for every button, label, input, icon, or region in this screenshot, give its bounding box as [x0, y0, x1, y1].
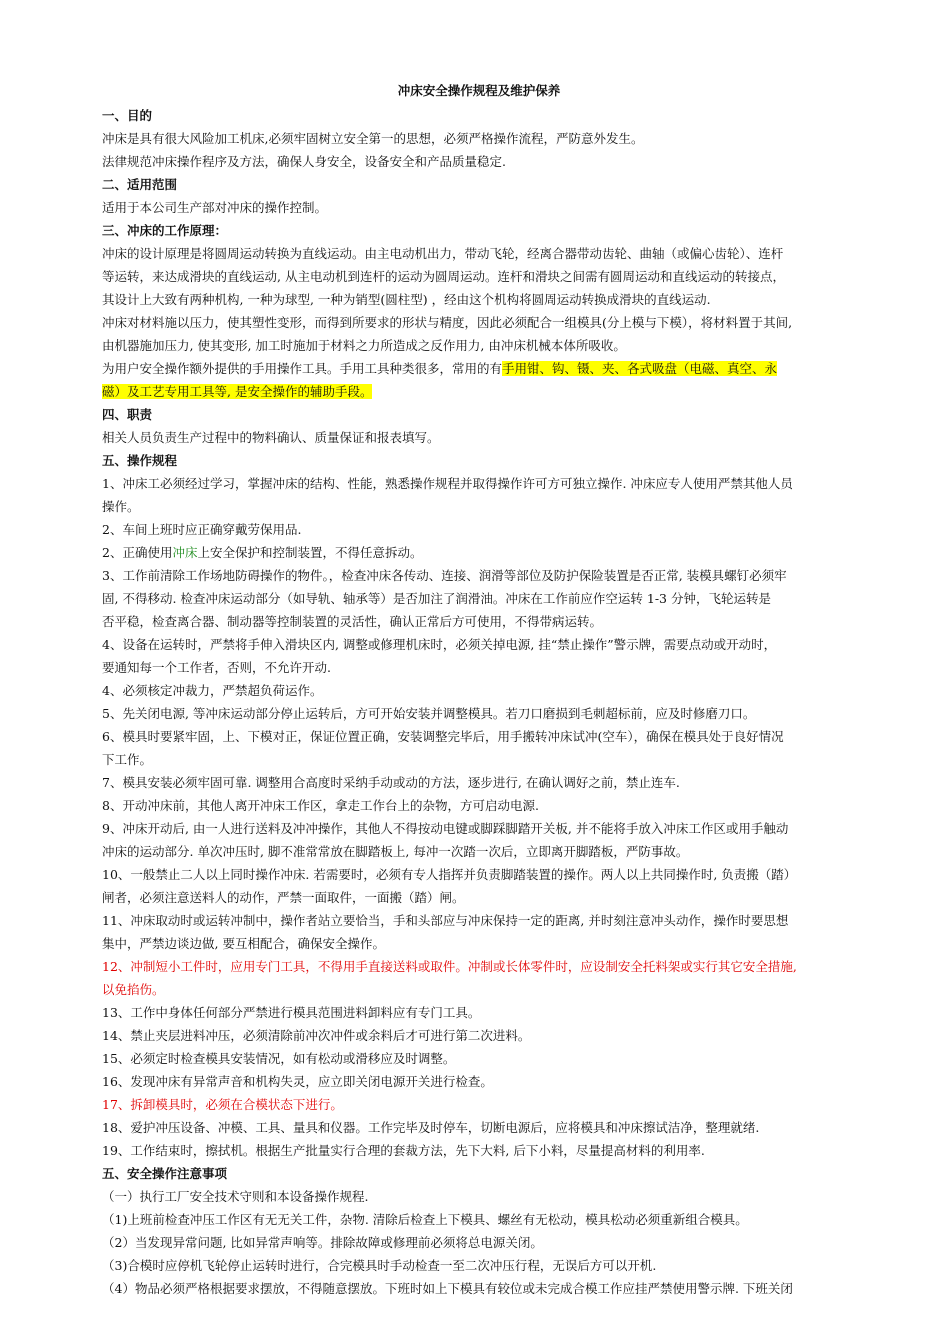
- text: 16、发现冲床有异常声音和机构失灵，应立即关闭电源开关进行检查。: [102, 1074, 493, 1089]
- text: 为用户安全操作额外提供的手用操作工具。手用工具种类很多，常用的有: [102, 361, 503, 376]
- heading-principle: 三、冲床的工作原理：: [102, 223, 228, 238]
- text: 操作。: [102, 499, 140, 514]
- text: 以免掐伤。: [102, 982, 165, 997]
- text: 2、车间上班时应正确穿戴劳保用品.: [102, 522, 302, 537]
- document-title: 冲床安全操作规程及维护保养: [397, 83, 561, 98]
- text: 12、冲制短小工件时，应用专门工具，不得用手直接送料或取件。冲制或长体零件时，应设制安全托料架或实行其它安全措施,: [102, 959, 797, 974]
- text: 10、一般禁止二人以上同时操作冲床. 若需要时，必须有专人指挥并负责脚踏装置的操作。两人以上共同操作时, 负责搬（踏）: [102, 867, 797, 882]
- note-item: （一）执行工厂安全技术守则和本设备操作规程.: [102, 1189, 369, 1204]
- paragraph-line: 等运转，来达成滑块的直线运动, 从主电动机到连杆的运动为圆周运动。连杆和滑块之间需有圆周运动和直线运动的转接点，: [102, 269, 785, 284]
- text: 否平稳，检查离合器、制动器等控制装置的灵活性，确认正常后方可使用，不得带病运转。: [102, 614, 603, 629]
- highlighted-text: 磁）及工艺专用工具等, 是安全操作的辅助手段。: [102, 384, 373, 399]
- text: 15、必须定时检查模具安装情况，如有松动或滑移应及时调整。: [102, 1051, 456, 1066]
- list-item: [102, 472, 862, 518]
- text: 固, 不得移动. 检查冲床运动部分（如导轨、轴承等）是否加注了润滑油。冲床在工作前应作空运转 1-3 分钟，飞轮运转是: [102, 591, 771, 606]
- paragraph: 相关人员负责生产过程中的物料确认、质量保证和报表填写。: [102, 430, 440, 445]
- list-item: [102, 1024, 862, 1047]
- text: 4、设备在运转时，严禁将手伸入滑块区内, 调整或修理机床时，必须关掉电源, 挂“禁止操作”警示牌，需要点动或开动时，: [102, 637, 777, 652]
- text: 9、冲床开动后, 由一人进行送料及冲冲操作，其他人不得按动电键或脚踩脚踏开关板, 并不能将手放入冲床工作区或用手触动: [102, 821, 789, 836]
- heading-safety-notes: 五、安全操作注意事项: [102, 1166, 228, 1181]
- heading-scope: 二、适用范围: [102, 177, 178, 192]
- paragraph: 冲床是具有很大风险加工机床,必须牢固树立安全第一的思想，必须严格操作流程，严防意外发生。: [102, 131, 644, 146]
- document-page: [102, 78, 862, 1300]
- text: 8、开动冲床前，其他人离开冲床工作区，拿走工作台上的杂物，方可启动电源.: [102, 798, 539, 813]
- text: 14、禁止夹层进料冲压，必须清除前冲次冲件或余料后才可进行第二次进料。: [102, 1028, 531, 1043]
- heading-procedures: 五、操作规程: [102, 453, 178, 468]
- text: 6、模具时要紧牢固，上、下模对正，保证位置正确，安装调整完毕后，用手搬转冲床试冲(空车），确保在模具处于良好情况: [102, 729, 784, 744]
- text: 要通知每一个工作者，否则，不允许开动.: [102, 660, 331, 675]
- paragraph: 法律规范冲床操作程序及方法，确保人身安全，设备安全和产品质量稳定.: [102, 154, 506, 169]
- text: 2、正确使用: [102, 545, 173, 560]
- paragraph: 适用于本公司生产部对冲床的操作控制。: [102, 200, 328, 215]
- paragraph-line: 冲床对材料施以压力，使其塑性变形，而得到所要求的形状与精度，因此必须配合一组模具(分上模与下模），将材料置于其间,: [102, 315, 793, 330]
- highlighted-text: 手用钳、钩、镊、夹、各式吸盘（电磁、真空、永: [502, 361, 778, 376]
- list-item: [102, 679, 862, 702]
- heading-duties: 四、职责: [102, 407, 153, 422]
- list-item: [102, 725, 862, 771]
- list-item: [102, 541, 862, 564]
- list-item: [102, 1116, 862, 1139]
- list-item: [102, 1070, 862, 1093]
- list-item: [102, 633, 862, 679]
- note-item: （4）物品必须严格根据要求摆放，不得随意摆放。下班时如上下模具有较位或未完成合模工作应挂严禁使用警示牌. 下班关闭: [102, 1281, 793, 1296]
- list-item: [102, 1047, 862, 1070]
- paragraph-line: 冲床的设计原理是将圆周运动转换为直线运动。由主电动机出力，带动飞轮，经离合器带动齿轮、曲轴（或偏心齿轮）、连杆: [102, 246, 784, 261]
- paragraph-line: 由机器施加压力, 使其变形, 加工时施加于材料之力所造成之反作用力, 由冲床机械本体所吸收。: [102, 338, 626, 353]
- text: 上安全保护和控制装置，不得任意拆动。: [197, 545, 423, 560]
- note-item: （2）当发现异常问题, 比如异常声响等。排除故障或修理前必须将总电源关闭。: [102, 1235, 543, 1250]
- paragraph-line: [102, 380, 862, 403]
- list-item: [102, 771, 862, 794]
- text: 13、工作中身体任何部分严禁进行模具范围进料卸料应有专门工具。: [102, 1005, 481, 1020]
- text: 3、工作前清除工作场地防碍操作的物件。，检查冲床各传动、连接、润滑等部位及防护保险装置是否正常, 装模具螺钉必须牢: [102, 568, 787, 583]
- list-item: [102, 702, 862, 725]
- list-item-warning: [102, 955, 862, 1001]
- text: 4、必须核定冲裁力，严禁超负荷运作。: [102, 683, 323, 698]
- text: 19、工作结束时，擦拭机。根据生产批量实行合理的套裁方法，先下大料, 后下小料，尽量提高材料的利用率.: [102, 1143, 705, 1158]
- text: 1、冲床工必须经过学习，掌握冲床的结构、性能，熟悉操作规程并取得操作许可方可独立操作. 冲床应专人使用严禁其他人员: [102, 476, 793, 491]
- list-item: [102, 794, 862, 817]
- text: 冲床的运动部分. 单次冲压时, 脚不准常常放在脚踏板上, 每冲一次踏一次后，立即离开脚踏板，严防事故。: [102, 844, 689, 859]
- text: 闸者，必须注意送料人的动作，严禁一面取件，一面搬（踏）闸。: [102, 890, 465, 905]
- note-item: （1)上班前检查冲压工作区有无无关工件，杂物. 清除后检查上下模具、螺丝有无松动，模具松动必须重新组合模具。: [102, 1212, 748, 1227]
- text: 5、先关闭电源, 等冲床运动部分停止运转后，方可开始安装并调整模具。若刀口磨损到毛刺超标前，应及时修磨刀口。: [102, 706, 756, 721]
- text: 17、拆卸模具时，必须在合模状态下进行。: [102, 1097, 343, 1112]
- list-item: [102, 1001, 862, 1024]
- text: 集中，严禁边谈边做, 要互相配合，确保安全操作。: [102, 936, 385, 951]
- list-item: [102, 1139, 862, 1162]
- text-line: [102, 541, 862, 564]
- list-item: [102, 817, 862, 863]
- list-item: [102, 518, 862, 541]
- note-item: （3)合模时应停机飞轮停止运转时进行，合完模具时手动检查一至二次冲压行程，无误后方可以开机.: [102, 1258, 657, 1273]
- text: 7、模具安装必须牢固可靠. 调整用合高度时采纳手动或动的方法，逐步进行, 在确认调好之前，禁止连车.: [102, 775, 680, 790]
- list-item-warning: [102, 1093, 862, 1116]
- text: 11、冲床取动时或运转冲制中，操作者站立要恰当，手和头部应与冲床保持一定的距离, 并时刻注意冲头动作，操作时要思想: [102, 913, 789, 928]
- heading-purpose: 一、目的: [102, 108, 153, 123]
- list-item: [102, 863, 862, 909]
- paragraph-line: 其设计上大致有两种机构, 一种为球型, 一种为销型(圆柱型) ，经由这个机构将圆周运动转换成滑块的直线运动.: [102, 292, 711, 307]
- list-item: [102, 564, 862, 633]
- text: 18、爱护冲压设备、冲模、工具、量具和仪器。工作完毕及时停车，切断电源后，应将模具和冲床擦试洁净，整理就绪.: [102, 1120, 760, 1135]
- text: 下工作。: [102, 752, 153, 767]
- paragraph-line: [102, 357, 862, 380]
- green-text: 冲床: [172, 545, 198, 560]
- list-item: [102, 909, 862, 955]
